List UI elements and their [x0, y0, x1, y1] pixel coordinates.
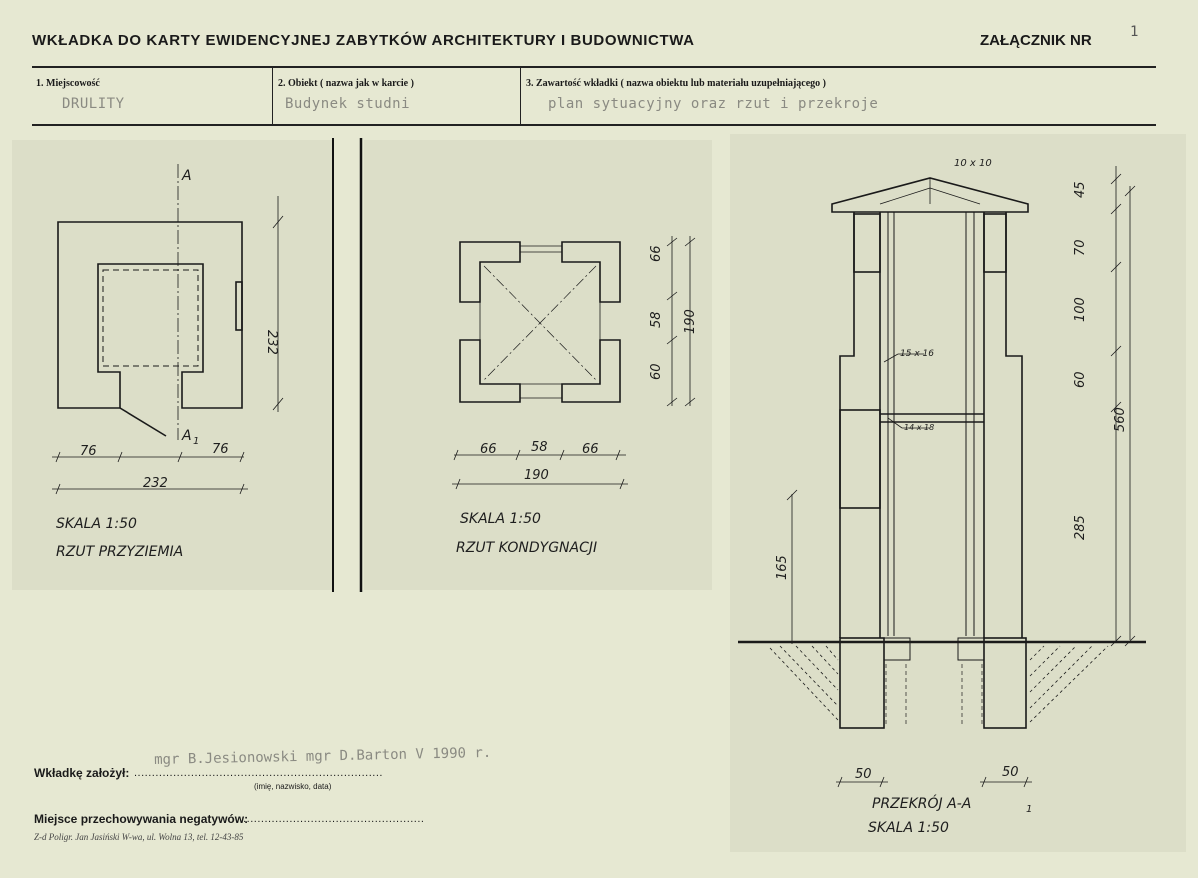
ground-plan-mark-a1-sub: 1 — [193, 436, 200, 447]
field-value-object: Budynek studni — [285, 96, 411, 112]
section-dim-wall-left: 50 — [855, 767, 872, 782]
printer-imprint: Z-d Poligr. Jan Jasiński W-wa, ul. Wolna 13, tel. 12-43-85 — [34, 832, 244, 842]
floor-plan-dim-v-1: 66 — [649, 245, 664, 262]
section-left-window-top — [854, 214, 880, 272]
ground-plan-dim-total: 232 — [143, 476, 168, 491]
floor-plan-dim-v-total: 190 — [683, 309, 698, 334]
field-value-locality: DRULITY — [62, 96, 125, 112]
author-label: Wkładkę założył: — [34, 766, 130, 780]
ground-plan-title: RZUT PRZYZIEMIA — [56, 544, 184, 560]
floor-plan-corner-br — [562, 340, 620, 402]
negatives-label: Miejsce przechowywania negatywów: — [34, 812, 249, 826]
negatives-dots: ..................................................... — [236, 813, 425, 825]
section-drawing — [738, 166, 1146, 787]
field-label-locality: 1. Miejscowość — [36, 78, 100, 89]
section-left-window-bottom — [840, 410, 880, 508]
ground-plan-dim-vertical: 232 — [264, 330, 279, 355]
ground-plan-mark-a1: A — [182, 428, 192, 444]
section-label-crossbar: 14 x 18 — [904, 423, 935, 432]
section-dim-right-4: 60 — [1073, 371, 1088, 388]
floor-plan-dim-h-2: 58 — [531, 440, 548, 455]
section-label-post: 15 x 16 — [900, 349, 934, 359]
floor-plan-dim-h-3: 66 — [582, 442, 599, 457]
section-earth-left — [770, 646, 838, 720]
section-right-window-top — [984, 214, 1006, 272]
field-value-contents: plan sytuacyjny oraz rzut i przekroje — [548, 96, 879, 112]
author-caption: (imię, nazwisko, data) — [254, 782, 332, 791]
section-dim-wall-right: 50 — [1002, 765, 1019, 780]
field-label-object: 2. Obiekt ( nazwa jak w karcie ) — [278, 78, 414, 89]
section-dim-right-3: 100 — [1073, 297, 1088, 322]
section-scale: SKALA 1:50 — [868, 820, 949, 836]
ground-plan-walls — [58, 222, 242, 408]
field-label-contents: 3. Zawartość wkładki ( nazwa obiektu lub materiału uzupełniającego ) — [526, 78, 827, 89]
section-label-beam: 10 x 10 — [954, 158, 992, 169]
section-title: PRZEKRÓJ A-A — [872, 796, 972, 812]
section-foundation-left — [840, 638, 884, 728]
ground-plan-dashed-outline — [103, 270, 198, 366]
author-dots: ...................................................................... — [134, 767, 383, 779]
section-dim-total: 560 — [1113, 407, 1128, 432]
ground-plan-scale: SKALA 1:50 — [56, 516, 137, 532]
author-value: mgr B.Jesionowski mgr D.Barton V 1990 r. — [154, 744, 492, 768]
section-earth-right — [1030, 646, 1108, 722]
floor-plan-dim-h-1: 66 — [480, 442, 497, 457]
ground-plan-dim-left: 76 — [80, 444, 97, 459]
floor-plan-dim-total: 190 — [524, 468, 549, 483]
ground-plan-mark-a: A — [182, 168, 192, 184]
attachment-label: ZAŁĄCZNIK NR — [980, 32, 1092, 49]
floor-plan-corner-tr — [562, 242, 620, 302]
floor-plan-title: RZUT KONDYGNACJI — [456, 540, 598, 556]
section-dim-left: 165 — [775, 555, 790, 580]
floor-plan-dim-v-2: 58 — [649, 311, 664, 328]
section-foundation-right — [984, 638, 1026, 728]
form-title: WKŁADKA DO KARTY EWIDENCYJNEJ ZABYTKÓW ARCHITEKTURY I BUDOWNICTWA — [32, 32, 695, 49]
floor-plan-dim-v-3: 60 — [649, 363, 664, 380]
section-dim-right-2: 70 — [1073, 239, 1088, 256]
section-title-sub: 1 — [1026, 804, 1033, 815]
ground-plan-dim-right: 76 — [212, 442, 229, 457]
section-dim-right-1: 45 — [1073, 181, 1088, 198]
attachment-number: 1 — [1130, 24, 1139, 40]
section-dim-right-5: 285 — [1073, 515, 1088, 540]
floor-plan-corner-bl — [460, 340, 520, 402]
ground-plan-door — [120, 408, 166, 436]
ground-plan-window — [236, 282, 242, 330]
floor-plan-scale: SKALA 1:50 — [460, 511, 541, 527]
